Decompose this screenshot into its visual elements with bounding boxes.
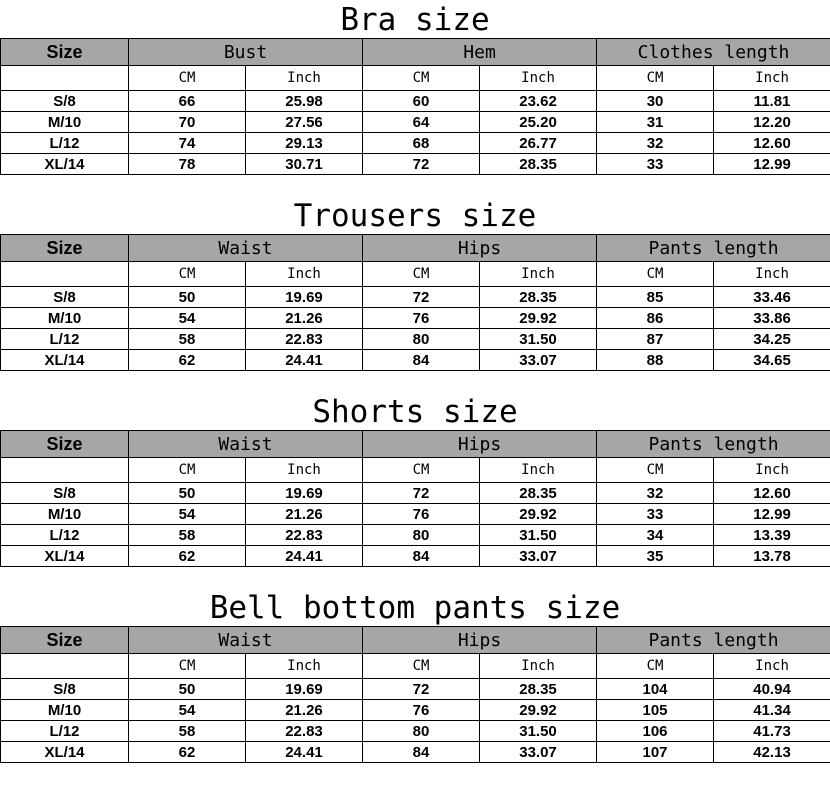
size-header: Size <box>1 235 129 262</box>
table-row <box>1 679 830 700</box>
measurement-cell: 34.65 <box>714 350 830 371</box>
measurement-cell: 62 <box>129 742 246 763</box>
measurement-cell: 72 <box>363 679 480 700</box>
measurement-cell: 80 <box>363 721 480 742</box>
measurement-cell: 33 <box>597 504 714 525</box>
measurement-cell: 84 <box>363 742 480 763</box>
measurement-cell: 76 <box>363 308 480 329</box>
measure-header: Hem <box>363 39 597 66</box>
measurement-cell: 74 <box>129 133 246 154</box>
inch-unit-label: Inch <box>246 654 363 679</box>
cm-unit-label: CM <box>363 654 480 679</box>
measurement-cell: 29.92 <box>480 700 597 721</box>
measure-header: Waist <box>129 431 363 458</box>
measurement-cell: 29.92 <box>480 504 597 525</box>
measurement-cell: 104 <box>597 679 714 700</box>
inch-unit-label: Inch <box>246 458 363 483</box>
cm-unit-label: CM <box>129 458 246 483</box>
size-label: L/12 <box>1 525 129 546</box>
measurement-cell: 29.13 <box>246 133 363 154</box>
measurement-cell: 105 <box>597 700 714 721</box>
header-row <box>1 431 830 458</box>
measurement-cell: 34.25 <box>714 329 830 350</box>
size-header: Size <box>1 627 129 654</box>
measurement-cell: 12.60 <box>714 133 830 154</box>
size-label: L/12 <box>1 133 129 154</box>
table-row <box>1 700 830 721</box>
inch-unit-label: Inch <box>246 262 363 287</box>
unit-row <box>1 66 830 91</box>
section-title: Bell bottom pants size <box>209 590 621 626</box>
measurement-cell: 19.69 <box>246 483 363 504</box>
measurement-cell: 31.50 <box>480 525 597 546</box>
measurement-cell: 11.81 <box>714 91 830 112</box>
measurement-cell: 34 <box>597 525 714 546</box>
cm-unit-label: CM <box>129 262 246 287</box>
measure-header: Waist <box>129 235 363 262</box>
measurement-cell: 41.73 <box>714 721 830 742</box>
inch-unit-label: Inch <box>714 262 830 287</box>
size-label: S/8 <box>1 91 129 112</box>
measurement-cell: 50 <box>129 679 246 700</box>
measurement-cell: 60 <box>363 91 480 112</box>
measurement-cell: 68 <box>363 133 480 154</box>
table-row <box>1 742 830 763</box>
measurement-cell: 19.69 <box>246 287 363 308</box>
measurement-cell: 25.98 <box>246 91 363 112</box>
measurement-cell: 64 <box>363 112 480 133</box>
measure-header: Bust <box>129 39 363 66</box>
measurement-cell: 70 <box>129 112 246 133</box>
size-label: L/12 <box>1 329 129 350</box>
bell-bottom-pants-size-table <box>0 626 830 763</box>
measurement-cell: 31.50 <box>480 721 597 742</box>
inch-unit-label: Inch <box>714 458 830 483</box>
measurement-cell: 72 <box>363 483 480 504</box>
measurement-cell: 84 <box>363 546 480 567</box>
measurement-cell: 25.20 <box>480 112 597 133</box>
size-label: L/12 <box>1 721 129 742</box>
cm-unit-label: CM <box>597 458 714 483</box>
measurement-cell: 28.35 <box>480 483 597 504</box>
measurement-cell: 84 <box>363 350 480 371</box>
inch-unit-label: Inch <box>480 262 597 287</box>
measurement-cell: 86 <box>597 308 714 329</box>
table-row <box>1 546 830 567</box>
measurement-cell: 21.26 <box>246 700 363 721</box>
measurement-cell: 41.34 <box>714 700 830 721</box>
measurement-cell: 106 <box>597 721 714 742</box>
header-row <box>1 627 830 654</box>
table-row <box>1 287 830 308</box>
cm-unit-label: CM <box>129 654 246 679</box>
measurement-cell: 107 <box>597 742 714 763</box>
cm-unit-label: CM <box>597 654 714 679</box>
measurement-cell: 80 <box>363 329 480 350</box>
blank-cell <box>1 262 129 287</box>
measurement-cell: 22.83 <box>246 329 363 350</box>
measure-header: Clothes length <box>597 39 830 66</box>
measurement-cell: 32 <box>597 133 714 154</box>
measurement-cell: 62 <box>129 546 246 567</box>
inch-unit-label: Inch <box>246 66 363 91</box>
measurement-cell: 22.83 <box>246 721 363 742</box>
table-row <box>1 91 830 112</box>
size-label: XL/14 <box>1 742 129 763</box>
section-title: Bra size <box>340 2 490 38</box>
inch-unit-label: Inch <box>714 66 830 91</box>
measurement-cell: 54 <box>129 700 246 721</box>
measurement-cell: 22.83 <box>246 525 363 546</box>
measurement-cell: 12.20 <box>714 112 830 133</box>
measurement-cell: 12.99 <box>714 154 830 175</box>
measurement-cell: 21.26 <box>246 308 363 329</box>
measurement-cell: 30 <box>597 91 714 112</box>
measurement-cell: 50 <box>129 287 246 308</box>
measurement-cell: 31 <box>597 112 714 133</box>
cm-unit-label: CM <box>363 262 480 287</box>
shorts-size-table <box>0 430 830 567</box>
table-row <box>1 525 830 546</box>
measurement-cell: 33.86 <box>714 308 830 329</box>
table-row <box>1 154 830 175</box>
measurement-cell: 30.71 <box>246 154 363 175</box>
cm-unit-label: CM <box>363 66 480 91</box>
measurement-cell: 13.39 <box>714 525 830 546</box>
size-header: Size <box>1 39 129 66</box>
blank-cell <box>1 654 129 679</box>
blank-cell <box>1 66 129 91</box>
size-label: XL/14 <box>1 154 129 175</box>
measure-header: Hips <box>363 235 597 262</box>
size-label: XL/14 <box>1 350 129 371</box>
measurement-cell: 85 <box>597 287 714 308</box>
size-label: S/8 <box>1 679 129 700</box>
table-row <box>1 329 830 350</box>
measurement-cell: 58 <box>129 721 246 742</box>
size-label: M/10 <box>1 112 129 133</box>
measurement-cell: 72 <box>363 154 480 175</box>
measurement-cell: 13.78 <box>714 546 830 567</box>
size-label: M/10 <box>1 308 129 329</box>
measurement-cell: 33 <box>597 154 714 175</box>
section-title: Trousers size <box>293 198 537 234</box>
measurement-cell: 24.41 <box>246 546 363 567</box>
measurement-cell: 12.99 <box>714 504 830 525</box>
measurement-cell: 32 <box>597 483 714 504</box>
header-row <box>1 235 830 262</box>
section-title: Shorts size <box>312 394 518 430</box>
cm-unit-label: CM <box>597 66 714 91</box>
measurement-cell: 12.60 <box>714 483 830 504</box>
table-row <box>1 133 830 154</box>
size-header: Size <box>1 431 129 458</box>
inch-unit-label: Inch <box>480 66 597 91</box>
measurement-cell: 24.41 <box>246 742 363 763</box>
measure-header: Hips <box>363 431 597 458</box>
measurement-cell: 76 <box>363 504 480 525</box>
size-label: S/8 <box>1 483 129 504</box>
measurement-cell: 26.77 <box>480 133 597 154</box>
unit-row <box>1 654 830 679</box>
inch-unit-label: Inch <box>480 654 597 679</box>
cm-unit-label: CM <box>597 262 714 287</box>
measurement-cell: 33.07 <box>480 742 597 763</box>
measurement-cell: 23.62 <box>480 91 597 112</box>
measurement-cell: 72 <box>363 287 480 308</box>
measurement-cell: 62 <box>129 350 246 371</box>
header-row <box>1 39 830 66</box>
measurement-cell: 42.13 <box>714 742 830 763</box>
measurement-cell: 27.56 <box>246 112 363 133</box>
table-row <box>1 721 830 742</box>
measurement-cell: 31.50 <box>480 329 597 350</box>
table-row <box>1 112 830 133</box>
measurement-cell: 58 <box>129 525 246 546</box>
measurement-cell: 33.07 <box>480 546 597 567</box>
measurement-cell: 19.69 <box>246 679 363 700</box>
measurement-cell: 54 <box>129 308 246 329</box>
measurement-cell: 50 <box>129 483 246 504</box>
measurement-cell: 66 <box>129 91 246 112</box>
measurement-cell: 21.26 <box>246 504 363 525</box>
inch-unit-label: Inch <box>480 458 597 483</box>
measure-header: Waist <box>129 627 363 654</box>
cm-unit-label: CM <box>363 458 480 483</box>
measurement-cell: 24.41 <box>246 350 363 371</box>
size-label: XL/14 <box>1 546 129 567</box>
bra-size-table <box>0 38 830 175</box>
size-label: S/8 <box>1 287 129 308</box>
measurement-cell: 35 <box>597 546 714 567</box>
measurement-cell: 33.46 <box>714 287 830 308</box>
measurement-cell: 28.35 <box>480 679 597 700</box>
table-row <box>1 350 830 371</box>
table-row <box>1 483 830 504</box>
measurement-cell: 28.35 <box>480 154 597 175</box>
blank-cell <box>1 458 129 483</box>
unit-row <box>1 458 830 483</box>
measurement-cell: 40.94 <box>714 679 830 700</box>
measurement-cell: 80 <box>363 525 480 546</box>
measurement-cell: 29.92 <box>480 308 597 329</box>
measurement-cell: 76 <box>363 700 480 721</box>
measurement-cell: 88 <box>597 350 714 371</box>
size-label: M/10 <box>1 504 129 525</box>
measure-header: Pants length <box>597 431 830 458</box>
measure-header: Pants length <box>597 235 830 262</box>
measurement-cell: 78 <box>129 154 246 175</box>
measurement-cell: 33.07 <box>480 350 597 371</box>
measurement-cell: 54 <box>129 504 246 525</box>
cm-unit-label: CM <box>129 66 246 91</box>
measure-header: Pants length <box>597 627 830 654</box>
measurement-cell: 87 <box>597 329 714 350</box>
unit-row <box>1 262 830 287</box>
measurement-cell: 28.35 <box>480 287 597 308</box>
measure-header: Hips <box>363 627 597 654</box>
measurement-cell: 58 <box>129 329 246 350</box>
trousers-size-table <box>0 234 830 371</box>
table-row <box>1 504 830 525</box>
size-label: M/10 <box>1 700 129 721</box>
inch-unit-label: Inch <box>714 654 830 679</box>
table-row <box>1 308 830 329</box>
